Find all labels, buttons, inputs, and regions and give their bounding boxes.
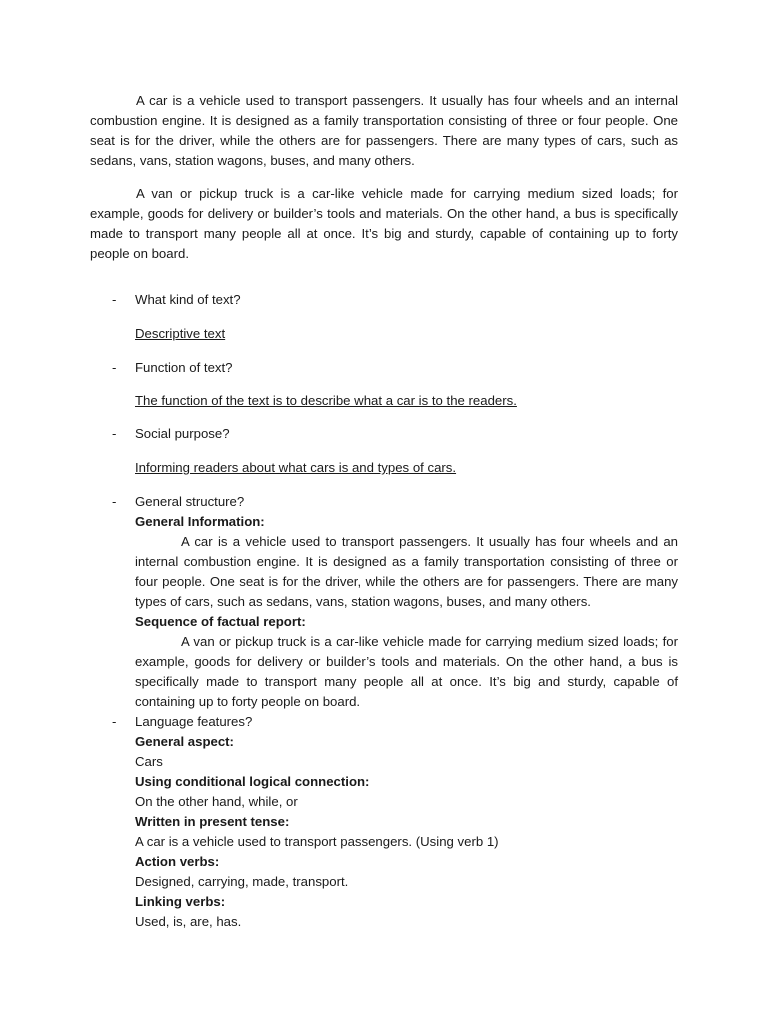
question-text: Function of text? bbox=[135, 360, 233, 375]
question-item bbox=[0, 492, 768, 512]
question-text: General structure? bbox=[135, 494, 245, 509]
section-label: General Information: bbox=[135, 514, 265, 529]
intro-paragraph-1: A car is a vehicle used to transport passengers. It usually has four wheels and an internal combustion engine. It is designed as a family transportation consisting of three or four people. One seat is for the driver, while the others are for passengers. There are many types of cars, such as sedans, vans, station wagons, buses, and many others. bbox=[90, 93, 678, 168]
feature-value: On the other hand, while, or bbox=[135, 794, 298, 809]
question-list bbox=[0, 290, 768, 932]
question-text: What kind of text? bbox=[135, 292, 241, 307]
section-paragraph: A van or pickup truck is a car-like vehicle made for carrying medium sized loads; for example, goods for delivery or builder’s tools and materials. On the other hand, a bus is specifically made to transport many people all at once. It’s big and sturdy, capable of containing up to forty people on board. bbox=[135, 634, 678, 709]
list-dash: - bbox=[112, 426, 117, 441]
answer-text: Descriptive text bbox=[135, 326, 226, 341]
feature-value: A car is a vehicle used to transport passengers. (Using verb 1) bbox=[135, 834, 499, 849]
question-item bbox=[0, 290, 768, 310]
feature-value: Designed, carrying, made, transport. bbox=[135, 874, 349, 889]
feature-label: Written in present tense: bbox=[135, 814, 290, 829]
list-dash: - bbox=[112, 360, 117, 375]
question-item bbox=[0, 712, 768, 732]
intro-paragraph-2: A van or pickup truck is a car-like vehicle made for carrying medium sized loads; for example, goods for delivery or builder’s tools and materials. On the other hand, a bus is specifically made to transport many people all at once. It’s big and sturdy, capable of containing up to forty people on board. bbox=[90, 186, 678, 261]
answer-text: Informing readers about what cars is and types of cars. bbox=[135, 460, 457, 475]
feature-label: General aspect: bbox=[135, 734, 234, 749]
question-text: Social purpose? bbox=[135, 426, 230, 441]
feature-label: Action verbs: bbox=[135, 854, 220, 869]
feature-value: Cars bbox=[135, 754, 163, 769]
feature-value: Used, is, are, has. bbox=[135, 914, 242, 929]
question-text: Language features? bbox=[135, 714, 253, 729]
question-item bbox=[0, 424, 768, 444]
answer-text: The function of the text is to describe what a car is to the readers. bbox=[135, 393, 517, 408]
feature-label: Using conditional logical connection: bbox=[135, 774, 370, 789]
list-dash: - bbox=[112, 714, 117, 729]
feature-label: Linking verbs: bbox=[135, 894, 226, 909]
question-item bbox=[0, 358, 768, 378]
list-dash: - bbox=[112, 292, 117, 307]
section-paragraph: A car is a vehicle used to transport passengers. It usually has four wheels and an internal combustion engine. It is designed as a family transportation consisting of three or four people. One seat is for the driver, while the others are for passengers. There are many types of cars, such as sedans, vans, station wagons, buses, and many others. bbox=[135, 534, 678, 609]
list-dash: - bbox=[112, 494, 117, 509]
section-label: Sequence of factual report: bbox=[135, 614, 306, 629]
